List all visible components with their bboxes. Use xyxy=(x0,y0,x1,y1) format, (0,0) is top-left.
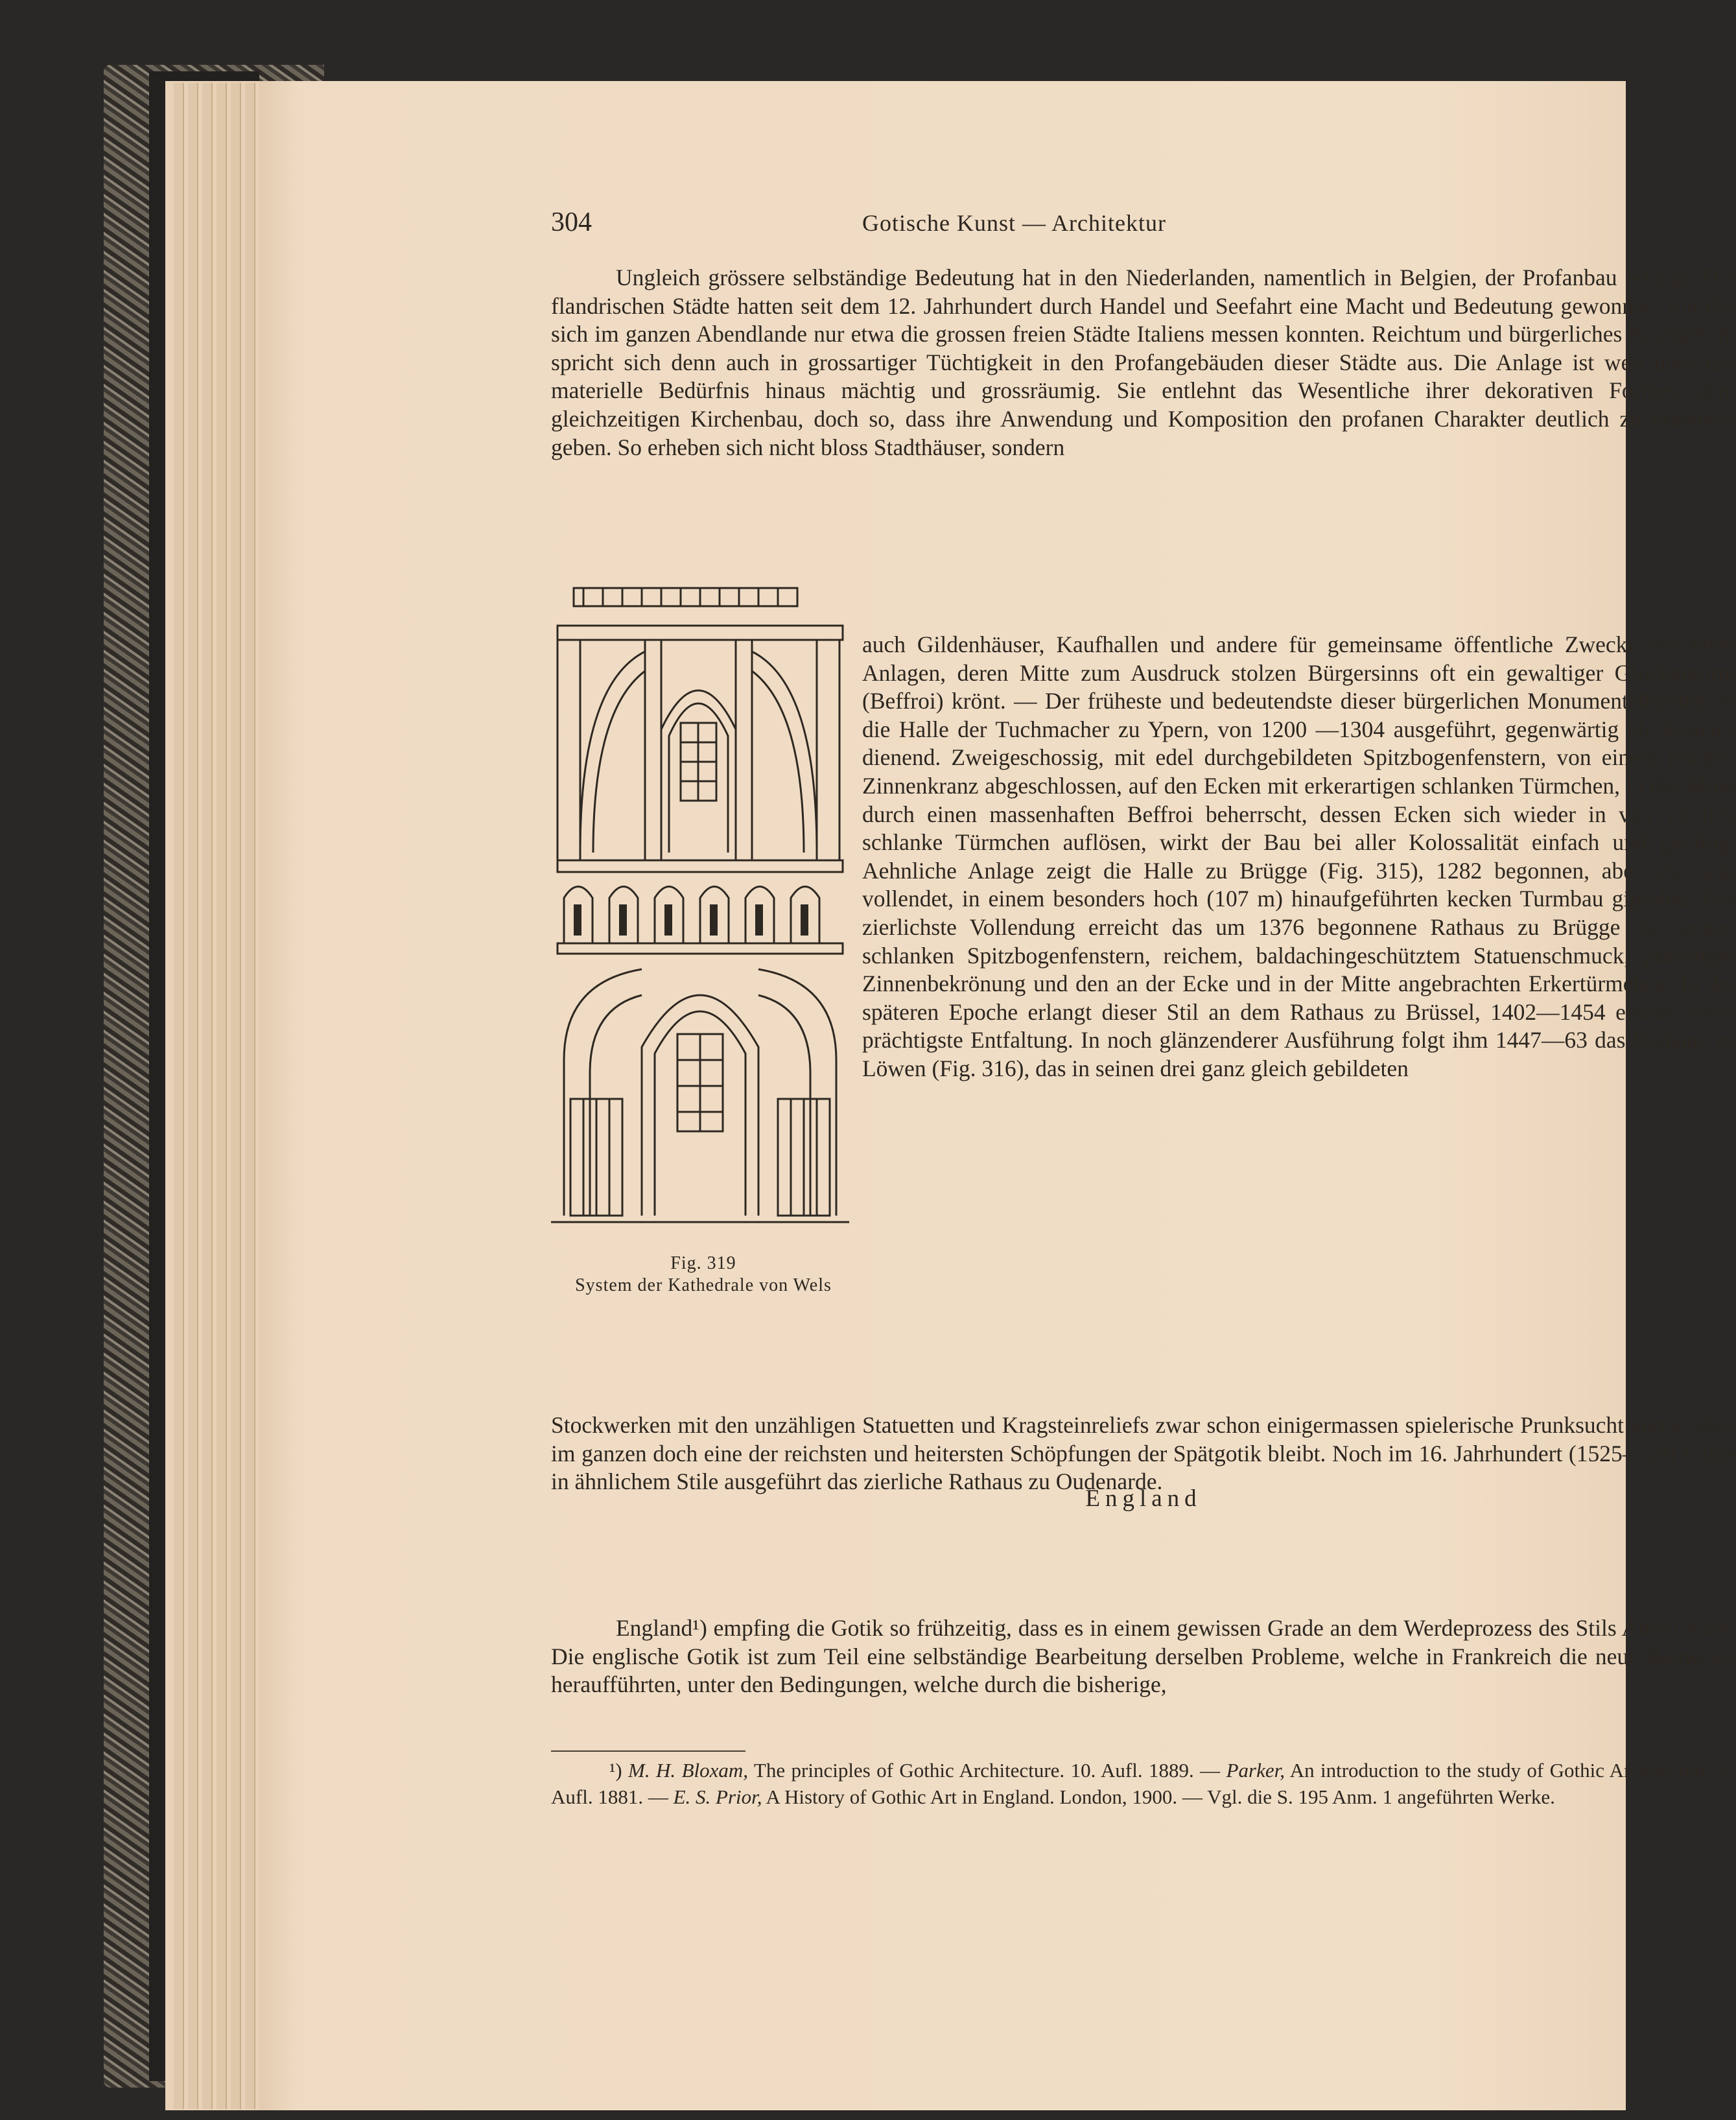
footnote-text: A History of Gothic Art in England. London, 1900. — Vgl. die S. 195 Anm. 1 angeführten Werke. xyxy=(762,1785,1555,1808)
body-text-top xyxy=(551,264,1736,462)
body-text-bottom xyxy=(551,1411,1736,1496)
footnote-marker: ¹) xyxy=(609,1759,622,1782)
figure-caption: System der Kathedrale von Wels xyxy=(575,1275,832,1295)
paragraph: Stockwerken mit den unzähligen Statuetten und Kragsteinreliefs zwar schon einigermassen spielerische Prunksucht verrät, aber im ganzen doch eine der reichsten und heitersten Schöpfungen der Spätgotik bleibt. Noch im 16. Jahrhundert (1525—29) folgte in ähnlichem Stile ausgeführt das zierliche Rathaus zu Oudenarde. xyxy=(551,1412,1736,1495)
page-leaf xyxy=(231,83,241,2109)
running-title: Gotische Kunst — Architektur xyxy=(862,210,1166,236)
footnote-author: Parker, xyxy=(1226,1759,1285,1782)
footnote-rule xyxy=(551,1750,745,1752)
book-page xyxy=(259,81,1736,2110)
footnote-author: E. S. Prior, xyxy=(673,1785,762,1808)
page-leaf xyxy=(245,83,255,2109)
body-text-england xyxy=(551,1614,1736,1699)
page-leaf xyxy=(217,83,227,2109)
paragraph: England¹) empfing die Gotik so frühzeitig, dass es in einem gewissen Grade an dem Werdeprozess des Stils Anteil hatte. Die englische Gotik ist zum Teil eine selbständige Bearbeitung derselben Probleme, welche in Frankreich die neue Bauweise heraufführten, unter den Bedingungen, welche durch die bisherige, xyxy=(551,1615,1736,1698)
body-text-side xyxy=(862,631,1736,1083)
page-leaf xyxy=(174,83,184,2109)
page-leaf xyxy=(202,83,213,2109)
footnote-text: The principles of Gothic Architecture. 10. Aufl. 1889. — xyxy=(748,1759,1226,1782)
page-number: 304 xyxy=(551,207,592,237)
footnote xyxy=(551,1757,1736,1810)
footnote-author: M. H. Bloxam, xyxy=(628,1759,749,1782)
running-header xyxy=(259,207,1626,246)
figure-number: Fig. 319 xyxy=(670,1253,736,1273)
paragraph: auch Gildenhäuser, Kaufhallen und andere für gemeinsame öffentliche Zwecke errichtete Anlagen, deren Mitte zum Ausdruck stolzen Bürgersinns oft ein gewaltiger Glockenturm (Beffroi) krönt. — Der früheste und bedeutendste dieser bürgerlichen Monumentalbauten ist die Halle der Tuchmacher zu Ypern, von 1200 —1304 ausgeführt, gegenwärtig als Rathaus dienend. Zweigeschossig, mit edel durchgebildeten Spitzbogenfenstern, von einem reichen Zinnenkranz abgeschlossen, auf den Ecken mit erkerartigen schlanken Türmchen, in der Mitte durch einen massenhaften Beffroi beherrscht, dessen Ecken sich wieder in vier zierlich schlanke Türmchen auflösen, wirkt der Bau bei aller Kolossalität einfach und gefällig. Aehnliche Anlage zeigt die Halle zu Brügge (Fig. 315), 1282 begonnen, aber erst spät vollendet, in einem besonders hoch (107 m) hinaufgeführten kecken Turmbau gipfelnd. Die zierlichste Vollendung erreicht das um 1376 begonnene Rathaus zu Brügge mit seinen schlanken Spitzbogenfenstern, reichem, baldachingeschütztem Statuenschmuck, prächtiger Zinnenbekrönung und den an der Ecke und in der Mitte angebrachten Erkertürmchen. In der späteren Epoche erlangt dieser Stil an dem Rathaus zu Brüssel, 1402—1454 erbaut, seine prächtigste Entfaltung. In noch glänzenderer Ausführung folgt ihm 1447—63 das Rathaus zu Löwen (Fig. 316), das in seinen drei ganz gleich gebildeten xyxy=(862,631,1736,1081)
footnote-text: An introduction to the study of Gothic Architecture. 6. Aufl. 1881. — xyxy=(551,1759,1736,1808)
section-title: England xyxy=(1085,1485,1202,1512)
page-leaf xyxy=(188,83,198,2109)
paragraph: Ungleich grössere selbständige Bedeutung hat in den Niederlanden, namentlich in Belgien, der Profanbau erlangt. Die flandrischen Städte hatten seit dem 12. Jahrhundert durch Handel und Seefahrt eine Macht und Bedeutung gewonnen, mit der sich im ganzen Abendlande nur etwa die grossen freien Städte Italiens messen konnten. Reichtum und bürgerliches Kraftgefühl spricht sich denn auch in grossartiger Tüchtigkeit in den Profangebäuden dieser Städte aus. Die Anlage ist weit über das materielle Bedürfnis hinaus mächtig und grossräumig. Sie entlehnt das Wesentliche ihrer dekorativen Formen dem gleichzeitigen Kirchenbau, doch so, dass ihre Anwendung und Komposition den profanen Charakter deutlich zu erkennen geben. So erheben sich nicht bloss Stadthäuser, sondern xyxy=(551,265,1736,460)
